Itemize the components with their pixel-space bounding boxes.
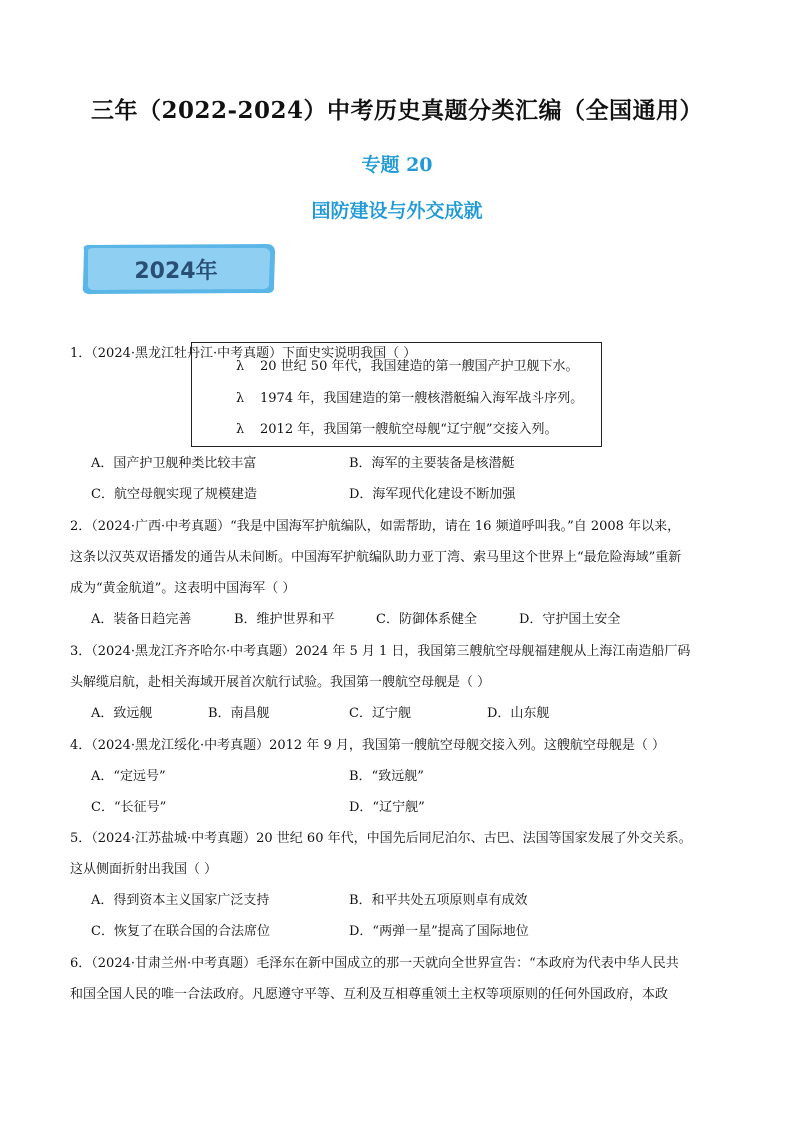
question-3-stem-line-1: 3．（2024·黑龙江齐齐哈尔·中考真题）2024 年 5 月 1 日，我国第三艘航空母舰福建舰从上海江南造船厂码 (70, 644, 691, 659)
question-2-option-a[interactable]: A．装备日趋完善 (91, 612, 192, 627)
topic-number: 专题 20 (361, 154, 433, 176)
question-5-option-a[interactable]: A．得到资本主义国家广泛支持 (91, 893, 270, 908)
question-4-stem: 4．（2024·黑龙江绥化·中考真题）2012 年 9 月，我国第一艘航空母舰交接入列。这艘航空母舰是（ ） (70, 738, 666, 753)
question-1-stem: 1．（2024·黑龙江牡丹江·中考真题）下面史实说明我国（ ） (70, 346, 417, 361)
question-2-stem-line-2: 这条以汉英双语播发的通告从未间断。中国海军护航编队助力亚丁湾、索马里这个世界上“最危险海域”重新 (70, 550, 682, 565)
question-1-option-c[interactable]: C．航空母舰实现了规模建造 (91, 487, 257, 502)
question-5-option-d[interactable]: D．“两弹一星”提高了国际地位 (349, 924, 529, 939)
material-line-3: λ 2012 年，我国第一艘航空母舰“辽宁舰”交接入列。 (236, 422, 558, 437)
question-3-stem-line-2: 头解缆启航，赴相关海域开展首次航行试验。我国第一艘航空母舰是（ ） (70, 675, 491, 690)
question-1-option-d[interactable]: D．海军现代化建设不断加强 (349, 487, 516, 502)
material-line-1: λ 20 世纪 50 年代，我国建造的第一艘国产护卫舰下水。 (236, 359, 579, 374)
question-5-stem-line-1: 5．（2024·江苏盐城·中考真题）20 世纪 60 年代，中国先后同尼泊尔、古巴、法国等国家发展了外交关系。 (70, 831, 692, 846)
question-2-option-c[interactable]: C．防御体系健全 (376, 612, 477, 627)
question-5-stem-line-2: 这从侧面折射出我国（ ） (70, 862, 218, 877)
topic-title: 国防建设与外交成就 (311, 200, 483, 222)
question-1-option-a[interactable]: A．国产护卫舰种类比较丰富 (91, 456, 257, 471)
year-badge-label: 2024年 (134, 259, 218, 284)
bullet-icon: λ (236, 391, 245, 406)
question-2-option-b[interactable]: B．维护世界和平 (234, 612, 335, 627)
material-line-2: λ 1974 年，我国建造的第一艘核潜艇编入海军战斗序列。 (236, 391, 584, 406)
question-1-option-b[interactable]: B．海军的主要装备是核潜艇 (349, 456, 515, 471)
question-3-option-a[interactable]: A．致远舰 (91, 706, 153, 721)
bullet-icon: λ (236, 359, 245, 374)
question-6-stem-line-1: 6．（2024·甘肃兰州·中考真题）毛泽东在新中国成立的那一天就向全世界宣告：“本政府为代表中华人民共 (70, 956, 679, 971)
question-4-option-a[interactable]: A．“定远号” (91, 769, 166, 784)
question-4-option-b[interactable]: B．“致远舰” (349, 769, 424, 784)
document-title: 三年（2022-2024）中考历史真题分类汇编（全国通用） (90, 97, 704, 124)
question-2-stem-line-1: 2．（2024·广西·中考真题）“我是中国海军护航编队，如需帮助，请在 16 频道呼叫我。”自 2008 年以来， (70, 519, 681, 534)
question-2-option-d[interactable]: D．守护国土安全 (519, 612, 621, 627)
question-3-option-c[interactable]: C．辽宁舰 (349, 706, 411, 721)
question-5-option-b[interactable]: B．和平共处五项原则卓有成效 (349, 893, 528, 908)
bullet-icon: λ (236, 422, 245, 437)
question-4-option-c[interactable]: C．“长征号” (91, 800, 167, 815)
question-2-stem-line-3: 成为“黄金航道”。这表明中国海军（ ） (70, 581, 296, 596)
question-6-stem-line-2: 和国全国人民的唯一合法政府。凡愿遵守平等、互利及互相尊重领土主权等项原则的任何外国政府，本政 (70, 987, 669, 1002)
question-5-option-c[interactable]: C．恢复了在联合国的合法席位 (91, 924, 270, 939)
question-3-option-d[interactable]: D．山东舰 (487, 706, 550, 721)
question-3-option-b[interactable]: B．南昌舰 (208, 706, 270, 721)
question-4-option-d[interactable]: D．“辽宁舰” (349, 800, 425, 815)
